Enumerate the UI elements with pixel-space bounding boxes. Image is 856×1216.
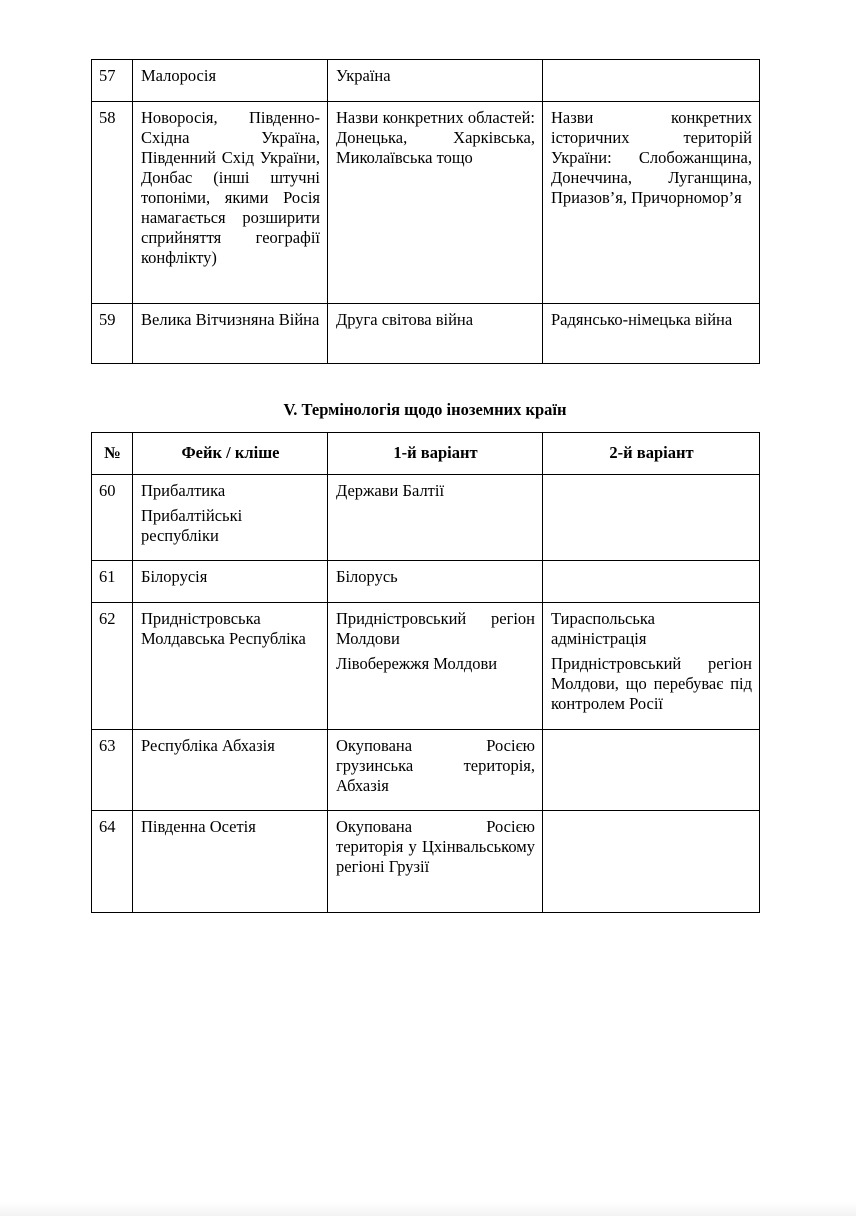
row-number: 59 [92, 304, 133, 364]
page-bottom-edge [0, 1202, 856, 1216]
foreign-terms-table [91, 432, 760, 913]
header-variant2: 2-й варіант [543, 433, 760, 475]
variant1-cell: Друга світова війна [328, 304, 543, 364]
table-row [92, 60, 760, 102]
variant2-cell: Тираспольська адміністрація Придністровський регіон Молдови, що перебуває під контролем Росії [543, 603, 760, 730]
variant1-cell: Україна [328, 60, 543, 102]
variant1-cell: Придністровський регіон Молдови Лівобережжя Молдови [328, 603, 543, 730]
fake-cell: Велика Вітчизняна Війна [133, 304, 328, 364]
variant2-cell [543, 475, 760, 561]
row-number: 60 [92, 475, 133, 561]
variant1-cell: Назви конкретних областей: Донецька, Харківська, Миколаївська тощо [328, 102, 543, 304]
table-row [92, 561, 760, 603]
row-number: 63 [92, 730, 133, 811]
variant2-cell: Назви конкретних історичних територій України: Слобожанщина, Донеччина, Луганщина, Приазов’я, Причорномор’я [543, 102, 760, 304]
header-number: № [92, 433, 133, 475]
row-number: 57 [92, 60, 133, 102]
header-variant1: 1-й варіант [328, 433, 543, 475]
fake-cell: Малоросія [133, 60, 328, 102]
table-row [92, 102, 760, 304]
fake-cell: Білорусія [133, 561, 328, 603]
variant1-cell: Окупована Росією грузинська територія, Абхазія [328, 730, 543, 811]
row-number: 62 [92, 603, 133, 730]
variant2-cell [543, 60, 760, 102]
variant2-cell [543, 730, 760, 811]
variant2-cell: Радянсько-німецька війна [543, 304, 760, 364]
variant1-cell: Білорусь [328, 561, 543, 603]
table-row [92, 475, 760, 561]
fake-cell: Республіка Абхазія [133, 730, 328, 811]
row-number: 64 [92, 811, 133, 913]
variant1-cell: Окупована Росією територія у Цхінвальському регіоні Грузії [328, 811, 543, 913]
table-row [92, 304, 760, 364]
variant1-cell: Держави Балтії [328, 475, 543, 561]
table-header-row [92, 433, 760, 475]
terms-table-continued [91, 59, 760, 364]
table-row [92, 603, 760, 730]
fake-cell: Придністровська Молдавська Республіка [133, 603, 328, 730]
fake-cell: Південна Осетія [133, 811, 328, 913]
variant2-cell [543, 561, 760, 603]
variant2-cell [543, 811, 760, 913]
table-row [92, 811, 760, 913]
fake-cell: Новоросія, Південно-Східна Україна, Південний Схід України, Донбас (інші штучні топоніми, якими Росія намагається розширити сприйняття географії конфлікту) [133, 102, 328, 304]
row-number: 61 [92, 561, 133, 603]
table-row [92, 730, 760, 811]
section-title: V. Термінологія щодо іноземних країн [283, 400, 567, 419]
header-fake: Фейк / кліше [133, 433, 328, 475]
fake-cell: Прибалтика Прибалтійські республіки [133, 475, 328, 561]
row-number: 58 [92, 102, 133, 304]
